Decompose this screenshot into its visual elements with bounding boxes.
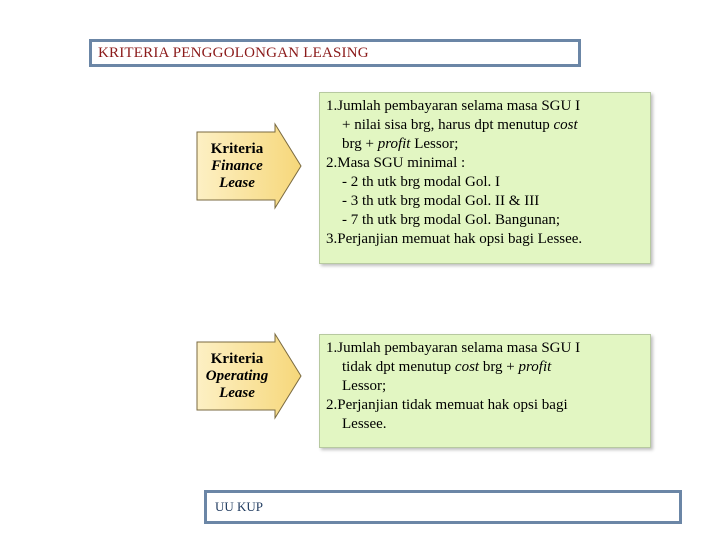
finance-line-4: 2.Masa SGU minimal : — [326, 155, 466, 171]
footer-box — [204, 490, 682, 524]
finance-lease-arrow — [195, 122, 305, 210]
operating-line-2: tidak dpt menutup cost brg + profit — [342, 359, 552, 375]
finance-label-main: Kriteria — [210, 140, 264, 157]
operating-label-sub2: Lease — [219, 384, 255, 401]
operating-lease-criteria — [319, 334, 651, 448]
operating-label-main: Kriteria — [210, 350, 264, 367]
operating-line-3: Lessor; — [342, 378, 387, 394]
finance-line-6: - 3 th utk brg modal Gol. II & III — [342, 193, 540, 209]
operating-line-1: 1.Jumlah pembayaran selama masa SGU I — [326, 340, 581, 356]
operating-label-sub1: Operating — [205, 367, 269, 384]
finance-line-8: 3.Perjanjian memuat hak opsi bagi Lessee. — [326, 231, 583, 247]
operating-lease-arrow — [195, 332, 305, 420]
finance-line-2: + nilai sisa brg, harus dpt menutup cost — [342, 117, 578, 133]
finance-line-5: - 2 th utk brg modal Gol. I — [342, 174, 501, 190]
finance-lease-criteria — [319, 92, 651, 264]
title-box — [89, 39, 581, 67]
finance-label-sub2: Lease — [219, 174, 255, 191]
operating-line-5: Lessee. — [342, 416, 387, 432]
operating-lease-label — [195, 332, 279, 420]
footer-label: UU KUP — [215, 499, 264, 514]
finance-lease-label — [195, 122, 279, 210]
finance-line-7: - 7 th utk brg modal Gol. Bangunan; — [342, 212, 561, 228]
finance-line-1: 1.Jumlah pembayaran selama masa SGU I — [326, 98, 581, 114]
page-title: KRITERIA PENGGOLONGAN LEASING — [98, 44, 369, 61]
operating-line-4: 2.Perjanjian tidak memuat hak opsi bagi — [326, 397, 568, 413]
finance-label-sub1: Finance — [211, 157, 263, 174]
finance-line-3: brg + profit Lessor; — [342, 136, 459, 152]
